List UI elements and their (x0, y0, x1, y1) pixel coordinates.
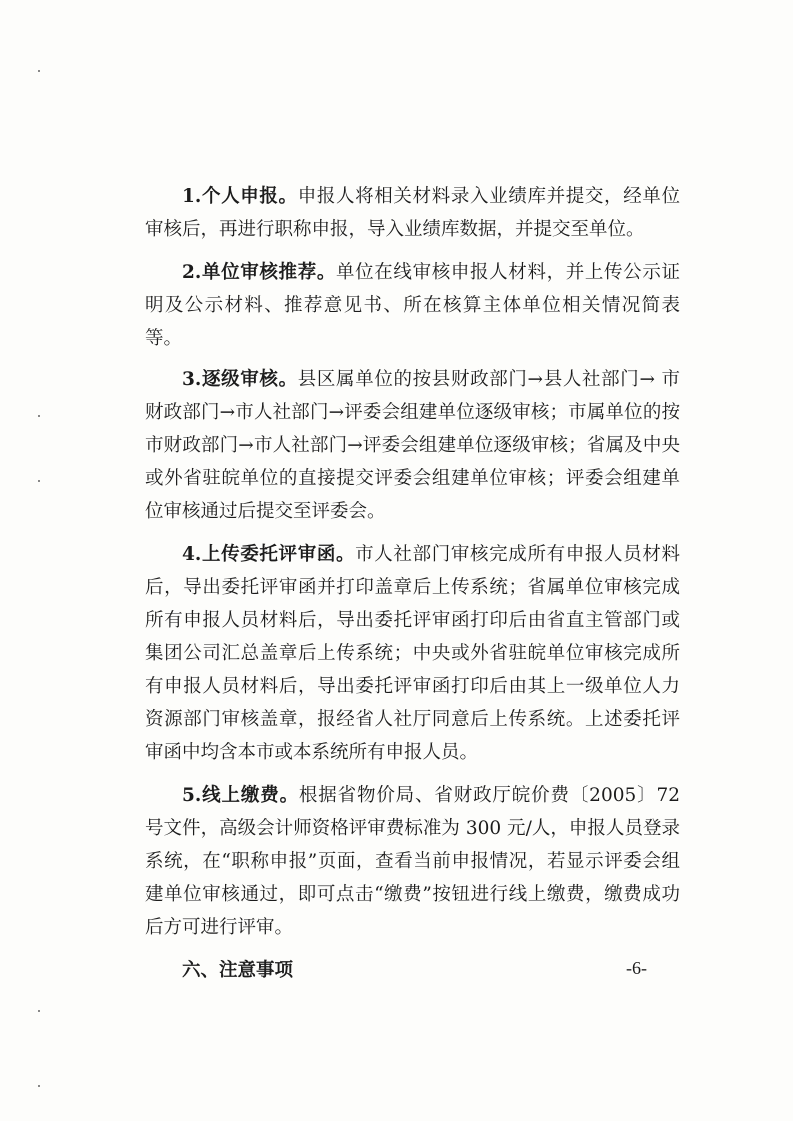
paragraph-text: 申报人将相关材料录入业绩库并提交，经单位审核后，再进行职称申报，导入业绩库数据，并提交至单位。 (145, 186, 680, 240)
paragraph-lead: 4.上传委托评审函。 (182, 544, 356, 565)
paragraph-text: 市人社部门审核完成所有申报人员材料后，导出委托评审函并打印盖章后上传系统；省属单位审核完成所有申报人员材料后，导出委托评审函打印后由省直主管部门或集团公司汇总盖章后上传系统；中央或外省驻皖单位审核完成所有申报人员材料后，导出委托评审函打印后由其上一级单位人力资源部门审核盖章，报经省人社厅同意后上传系统。上述委托评审函中均含本市或本系统所有申报人员。 (145, 544, 680, 763)
document-body (145, 180, 680, 987)
paragraph-text: 单位在线审核申报人材料，并上传公示证明及公示材料、推荐意见书、所在核算主体单位相关情况简表等。 (145, 262, 680, 349)
paragraph-lead: 5.线上缴费。 (182, 785, 299, 806)
section-title: 六、注意事项 (182, 960, 294, 981)
paragraph-unit-review (145, 256, 680, 355)
paragraph-lead: 1.个人申报。 (182, 186, 298, 207)
scan-artifact (38, 480, 40, 482)
scan-artifact (38, 70, 40, 72)
paragraph-level-review (145, 363, 680, 528)
scan-artifact (38, 1010, 40, 1012)
scan-artifact (38, 415, 40, 417)
scan-artifact (38, 1085, 40, 1087)
paragraph-personal-application (145, 180, 680, 246)
paragraph-text: 县区属单位的按县财政部门→县人社部门→ 市财政部门→市人社部门→评委会组建单位逐级审核；市属单位的按市财政部门→市人社部门→评委会组建单位逐级审核；省属及中央或外省驻皖单位的直接提交评委会组建单位审核；评委会组建单位审核通过后提交至评委会。 (145, 369, 680, 522)
paragraph-lead: 3.逐级审核。 (182, 369, 298, 390)
paragraph-online-payment (145, 779, 680, 944)
paragraph-lead: 2.单位审核推荐。 (182, 262, 336, 283)
paragraph-text: 根据省物价局、省财政厅皖价费〔2005〕72 号文件，高级会计师资格评审费标准为 300 元/人，申报人员登录系统，在“职称申报”页面，查看当前申报情况，若显示评委会组建单位审核通过，即可点击“缴费”按钮进行线上缴费，缴费成功后方可进行评审。 (145, 785, 680, 938)
page-number: -6- (626, 958, 647, 978)
paragraph-upload-letter (145, 538, 680, 769)
